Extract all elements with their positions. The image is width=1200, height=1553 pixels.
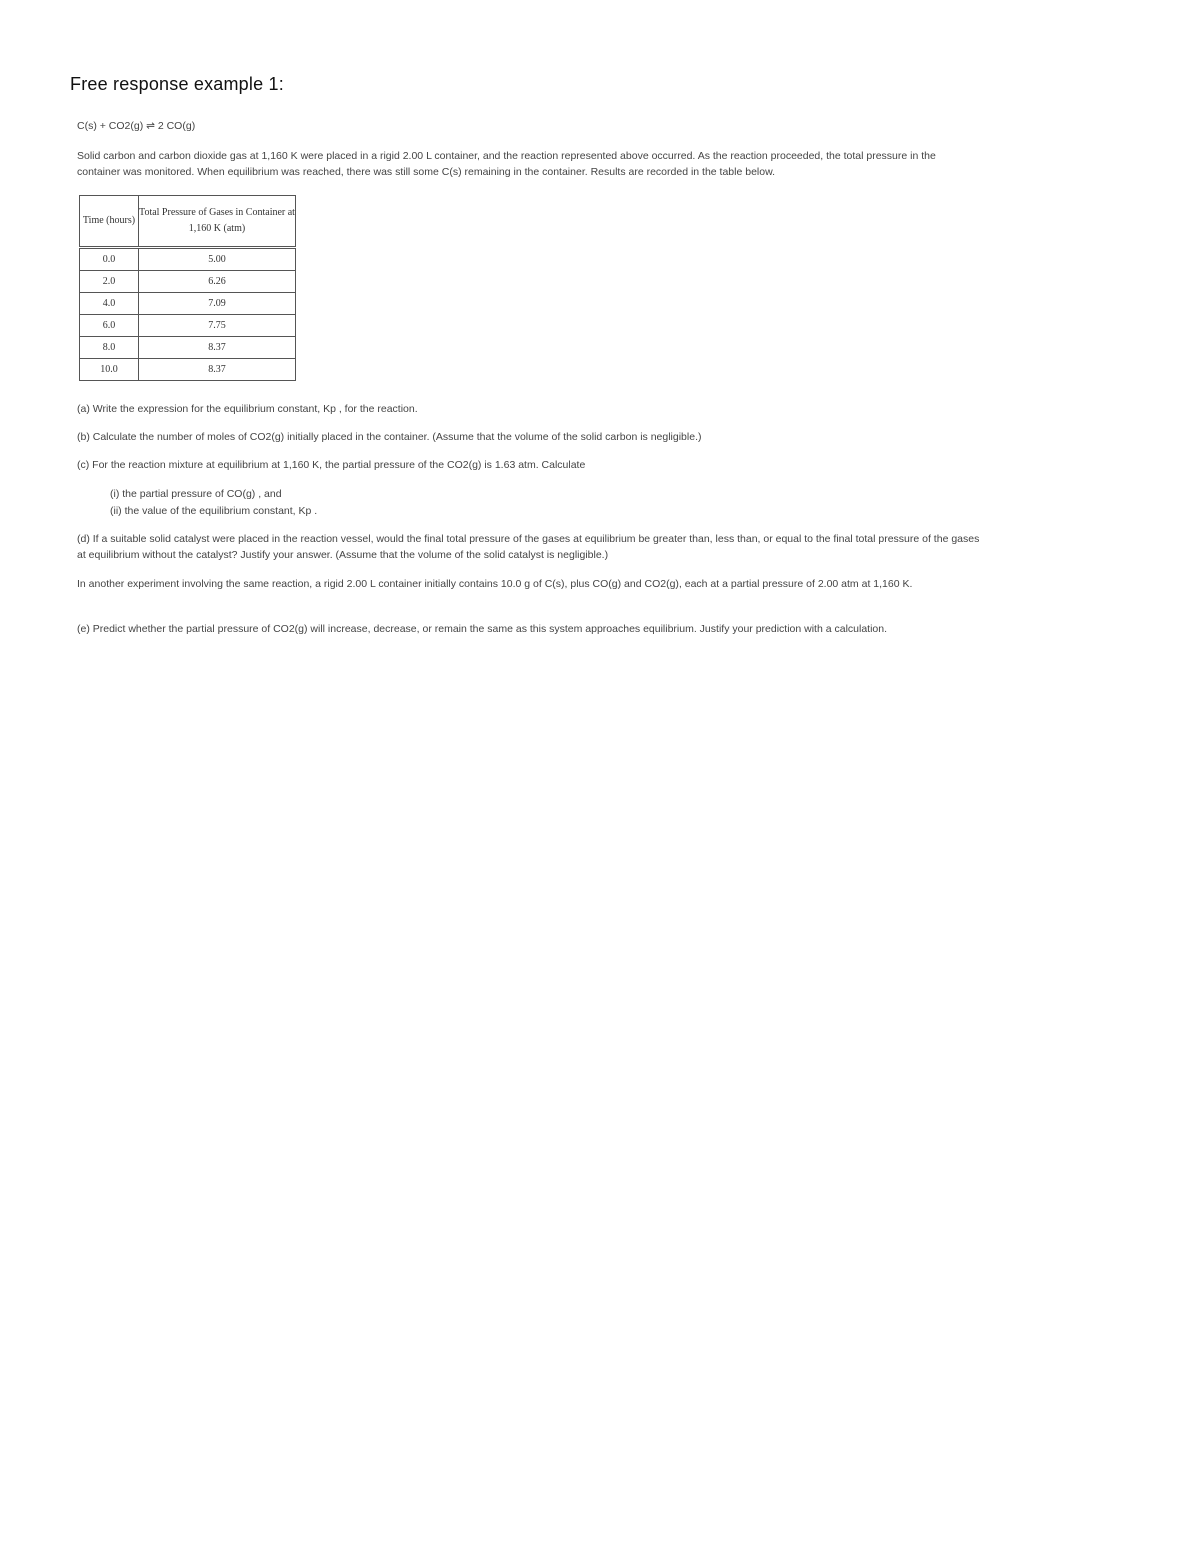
reaction-equation: C(s) + CO2(g) ⇌ 2 CO(g) — [77, 120, 196, 132]
table-cell-time: 8.0 — [80, 337, 139, 359]
table-header-pressure: Total Pressure of Gases in Container at 1,160 K (atm) — [139, 196, 296, 248]
question-d: (d) If a suitable solid catalyst were placed in the reaction vessel, would the final total pressure of the gases at equilibrium be greater than, less than, or equal to the final total pressure of the gases at equilibrium without the catalyst? Justify your answer. (Assume that the volume of the solid catalyst is negligible.) — [77, 533, 980, 561]
another-experiment: In another experiment involving the same reaction, a rigid 2.00 L container initially contains 10.0 g of C(s), plus CO(g) and CO2(g), each at a partial pressure of 2.00 atm at 1,160 K. — [77, 578, 913, 590]
table-cell-time: 10.0 — [80, 359, 139, 381]
table-cell-time: 0.0 — [80, 248, 139, 271]
question-c-i: (i) the partial pressure of CO(g) , and — [110, 488, 282, 500]
table-cell-pressure: 6.26 — [139, 271, 296, 293]
table-row — [80, 248, 296, 271]
question-b: (b) Calculate the number of moles of CO2(g) initially placed in the container. (Assume that the volume of the solid carbon is negligible.) — [77, 431, 702, 443]
table-header-row — [80, 196, 296, 248]
table-header-time: Time (hours) — [80, 196, 139, 248]
question-c-ii: (ii) the value of the equilibrium constant, Kp . — [110, 505, 318, 517]
table-cell-time: 4.0 — [80, 293, 139, 315]
table-cell-pressure: 5.00 — [139, 248, 296, 271]
table-cell-time: 6.0 — [80, 315, 139, 337]
question-c: (c) For the reaction mixture at equilibrium at 1,160 K, the partial pressure of the CO2(g) is 1.63 atm. Calculate — [77, 459, 586, 471]
table-row — [80, 359, 296, 381]
table-cell-time: 2.0 — [80, 271, 139, 293]
table-row — [80, 271, 296, 293]
intro-paragraph: Solid carbon and carbon dioxide gas at 1,160 K were placed in a rigid 2.00 L container, and the reaction represented above occurred. As the reaction proceeded, the total pressure in the container was monitored. When equilibrium was reached, there was still some C(s) remaining in the container. Results are recorded in the table below. — [77, 150, 936, 178]
page-title: Free response example 1: — [70, 74, 284, 94]
question-e: (e) Predict whether the partial pressure of CO2(g) will increase, decrease, or remain the same as this system approaches equilibrium. Justify your prediction with a calculation. — [77, 623, 888, 635]
table-cell-pressure: 8.37 — [139, 359, 296, 381]
table-cell-pressure: 8.37 — [139, 337, 296, 359]
table-row — [80, 337, 296, 359]
table-row — [80, 315, 296, 337]
table-row — [80, 293, 296, 315]
question-a: (a) Write the expression for the equilibrium constant, Kp , for the reaction. — [77, 403, 418, 415]
pressure-table — [79, 195, 296, 381]
table-cell-pressure: 7.09 — [139, 293, 296, 315]
table-cell-pressure: 7.75 — [139, 315, 296, 337]
